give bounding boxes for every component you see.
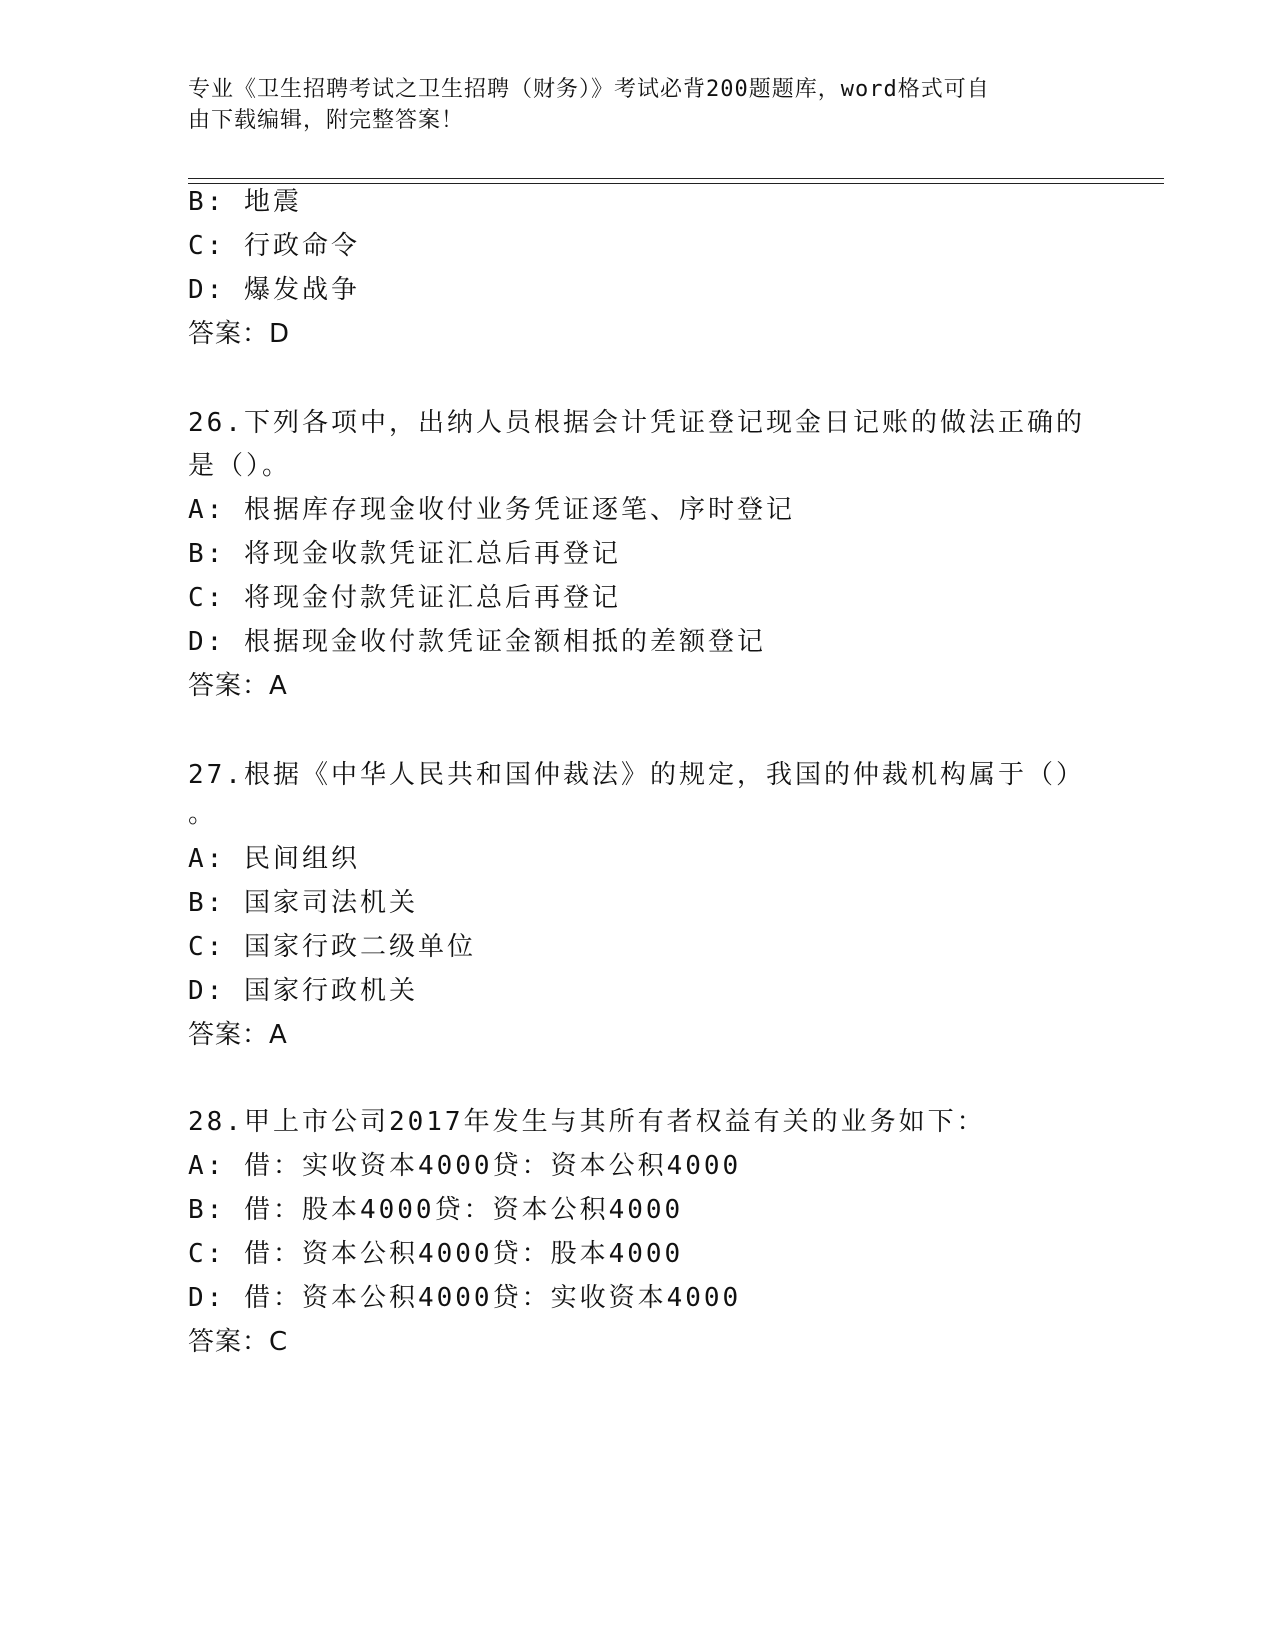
- option-b: B: 地震: [188, 187, 302, 217]
- question-stem-line-2: 是（）。: [188, 451, 292, 481]
- header-divider-bottom: [188, 183, 1164, 184]
- option-c: C: 国家行政二级单位: [188, 932, 476, 962]
- header-divider-top: [188, 178, 1164, 179]
- option-b: B: 借：股本4000贷：资本公积4000: [188, 1195, 684, 1225]
- option-a: A: 借：实收资本4000贷：资本公积4000: [188, 1151, 742, 1181]
- question-stem-line-1: 27.根据《中华人民共和国仲裁法》的规定，我国的仲裁机构属于（）: [188, 760, 1085, 790]
- option-b: B: 国家司法机关: [188, 888, 418, 918]
- answer-line: 答案：D: [188, 319, 291, 349]
- option-c: C: 行政命令: [188, 231, 360, 261]
- option-a: A: 根据库存现金收付业务凭证逐笔、序时登记: [188, 495, 795, 525]
- header-line-2: 由下载编辑，附完整答案！: [188, 108, 465, 133]
- option-c: C: 将现金付款凭证汇总后再登记: [188, 583, 621, 613]
- document-header: [188, 74, 1068, 136]
- option-d: D: 借：资本公积4000贷：实收资本4000: [188, 1283, 742, 1313]
- header-line-1: 专业《卫生招聘考试之卫生招聘（财务）》考试必背200题题库，word格式可自: [188, 77, 990, 102]
- option-a: A: 民间组织: [188, 844, 360, 874]
- answer-line: 答案：C: [188, 1327, 289, 1357]
- option-d: D: 根据现金收付款凭证金额相抵的差额登记: [188, 627, 766, 657]
- question-stem-line-1: 26.下列各项中，出纳人员根据会计凭证登记现金日记账的做法正确的: [188, 408, 1085, 438]
- option-b: B: 将现金收款凭证汇总后再登记: [188, 539, 621, 569]
- answer-line: 答案：A: [188, 671, 288, 701]
- question-stem-line-1: 28.甲上市公司2017年发生与其所有者权益有关的业务如下：: [188, 1107, 986, 1137]
- answer-line: 答案：A: [188, 1020, 288, 1050]
- option-c: C: 借：资本公积4000贷：股本4000: [188, 1239, 684, 1269]
- question-stem-line-2: 。: [188, 799, 218, 829]
- option-d: D: 国家行政机关: [188, 976, 418, 1006]
- option-d: D: 爆发战争: [188, 275, 360, 305]
